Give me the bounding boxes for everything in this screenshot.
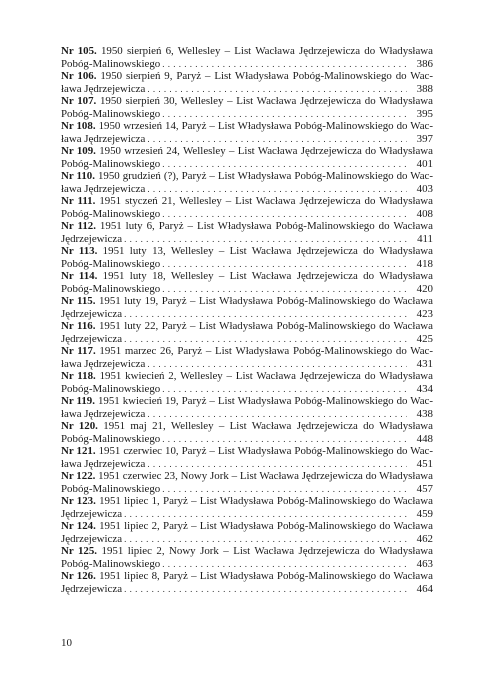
toc-entry: [61, 545, 433, 570]
entry-title: 1951 marzec 26, Paryż – List Władysława Pobóg-Malinowskiego do Wac-: [99, 345, 433, 357]
entry-number: Nr 113.: [61, 245, 98, 257]
entry-second-line: [61, 183, 433, 196]
entry-title-continued: Pobóg-Malinowskiego: [61, 432, 161, 445]
entry-number: Nr 112.: [61, 220, 96, 232]
dot-leader: [124, 583, 407, 596]
entry-page: 386: [416, 57, 433, 70]
entry-title: 1950 sierpień 6, Wellesley – List Wacława Jędrzejewicza do Władysława: [100, 45, 433, 57]
entry-second-line: [61, 83, 433, 96]
entry-first-line: [61, 295, 433, 308]
dot-leader: [147, 408, 407, 421]
entry-number: Nr 107.: [61, 95, 97, 107]
entry-title: 1951 czerwiec 23, Nowy Jork – List Wacława Jędrzejewicza do Władysława: [98, 470, 433, 482]
toc-entry: [61, 345, 433, 370]
entry-first-line: [61, 220, 433, 233]
entry-number: Nr 115.: [61, 295, 96, 307]
entry-first-line: [61, 95, 433, 108]
entry-first-line: [61, 570, 433, 583]
entry-second-line: [61, 583, 433, 596]
dot-leader: [162, 258, 407, 271]
entry-number: Nr 125.: [61, 545, 98, 557]
entry-first-line: [61, 345, 433, 358]
dot-leader: [162, 558, 407, 571]
entry-first-line: [61, 545, 433, 558]
entry-page: 403: [416, 182, 433, 195]
dot-leader: [147, 358, 407, 371]
entry-title-continued: ława Jędrzejewicza: [61, 182, 146, 195]
dot-leader: [124, 508, 407, 521]
entry-number: Nr 126.: [61, 570, 96, 582]
toc-entry: [61, 220, 433, 245]
entry-page: 418: [416, 257, 433, 270]
entry-second-line: [61, 508, 433, 521]
entry-title: 1951 lipiec 1, Paryż – List Władysława Pobóg-Malinowskiego do Wacława: [99, 495, 433, 507]
toc-entry: [61, 270, 433, 295]
entry-first-line: [61, 495, 433, 508]
entry-title-continued: Pobóg-Malinowskiego: [61, 157, 161, 170]
entry-title: 1951 luty 19, Paryż – List Władysława Pobóg-Malinowskiego do Wacława: [98, 295, 433, 307]
entry-number: Nr 106.: [61, 70, 97, 82]
entry-second-line: [61, 333, 433, 346]
table-of-contents: [61, 45, 433, 595]
entry-second-line: [61, 458, 433, 471]
entry-second-line: [61, 158, 433, 171]
entry-title-continued: Pobóg-Malinowskiego: [61, 107, 161, 120]
entry-second-line: [61, 308, 433, 321]
entry-title-continued: Jędrzejewicza: [61, 582, 123, 595]
entry-number: Nr 120.: [61, 420, 98, 432]
entry-first-line: [61, 270, 433, 283]
entry-second-line: [61, 108, 433, 121]
entry-page: 438: [416, 407, 433, 420]
entry-page: 411: [417, 232, 433, 245]
entry-number: Nr 111.: [61, 195, 96, 207]
entry-page: 434: [416, 382, 433, 395]
entry-first-line: [61, 520, 433, 533]
entry-title-continued: ława Jędrzejewicza: [61, 357, 146, 370]
entry-page: 459: [416, 507, 433, 520]
dot-leader: [124, 533, 407, 546]
toc-entry: [61, 395, 433, 420]
entry-title: 1951 styczeń 21, Wellesley – List Wacława Jędrzejewicza do Władysława: [99, 195, 433, 207]
entry-number: Nr 116.: [61, 320, 96, 332]
entry-title: 1951 luty 13, Wellesley – List Wacława Jędrzejewicza do Władysława: [102, 245, 433, 257]
dot-leader: [162, 483, 407, 496]
dot-leader: [147, 458, 407, 471]
entry-page: 420: [416, 282, 433, 295]
toc-entry: [61, 95, 433, 120]
dot-leader: [162, 208, 407, 221]
entry-second-line: [61, 233, 433, 246]
entry-title: 1950 grudzień (?), Paryż – List Władysława Pobóg-Malinowskiego do Wac-: [97, 170, 433, 182]
entry-title: 1951 kwiecień 2, Wellesley – List Wacława Jędrzejewicza do Władysława: [99, 370, 433, 382]
entry-title: 1950 wrzesień 24, Wellesley – List Wacława Jędrzejewicza do Władysława: [99, 145, 433, 157]
entry-title-continued: Pobóg-Malinowskiego: [61, 557, 161, 570]
toc-entry: [61, 170, 433, 195]
toc-entry: [61, 520, 433, 545]
dot-leader: [147, 183, 407, 196]
entry-second-line: [61, 208, 433, 221]
toc-entry: [61, 145, 433, 170]
dot-leader: [162, 108, 407, 121]
entry-number: Nr 110.: [61, 170, 95, 182]
entry-page: 462: [416, 532, 433, 545]
entry-number: Nr 117.: [61, 345, 96, 357]
entry-title: 1951 luty 18, Wellesley – List Wacława Jędrzejewicza do Władysława: [102, 270, 433, 282]
entry-title-continued: Jędrzejewicza: [61, 307, 123, 320]
entry-page: 431: [416, 357, 433, 370]
dot-leader: [147, 133, 407, 146]
entry-number: Nr 109.: [61, 145, 96, 157]
entry-first-line: [61, 245, 433, 258]
entry-first-line: [61, 470, 433, 483]
page-number: 10: [61, 637, 72, 649]
toc-entry: [61, 445, 433, 470]
entry-first-line: [61, 70, 433, 83]
entry-second-line: [61, 408, 433, 421]
entry-number: Nr 123.: [61, 495, 96, 507]
entry-number: Nr 119.: [61, 395, 95, 407]
dot-leader: [124, 233, 407, 246]
entry-title-continued: ława Jędrzejewicza: [61, 457, 146, 470]
entry-title-continued: Pobóg-Malinowskiego: [61, 282, 161, 295]
entry-title: 1951 luty 22, Paryż – List Władysława Pobóg-Malinowskiego do Wacława: [98, 320, 433, 332]
toc-entry: [61, 70, 433, 95]
entry-first-line: [61, 445, 433, 458]
entry-page: 457: [416, 482, 433, 495]
toc-entry: [61, 45, 433, 70]
entry-title-continued: Pobóg-Malinowskiego: [61, 57, 161, 70]
entry-page: 397: [416, 132, 433, 145]
entry-first-line: [61, 145, 433, 158]
toc-entry: [61, 370, 433, 395]
dot-leader: [124, 333, 407, 346]
entry-number: Nr 114.: [61, 270, 98, 282]
entry-second-line: [61, 533, 433, 546]
entry-first-line: [61, 370, 433, 383]
entry-first-line: [61, 420, 433, 433]
entry-second-line: [61, 383, 433, 396]
toc-entry: [61, 470, 433, 495]
toc-entry: [61, 495, 433, 520]
dot-leader: [162, 158, 407, 171]
entry-title: 1950 sierpień 9, Paryż – List Władysława Pobóg-Malinowskiego do Wac-: [100, 70, 433, 82]
toc-entry: [61, 570, 433, 595]
entry-title-continued: Pobóg-Malinowskiego: [61, 257, 161, 270]
entry-title: 1951 czerwiec 10, Paryż – List Władysława Pobóg-Malinowskiego do Wac-: [98, 445, 433, 457]
dot-leader: [162, 58, 407, 71]
toc-entry: [61, 295, 433, 320]
entry-title: 1951 kwiecień 19, Paryż – List Władysława Pobóg-Malinowskiego do Wac-: [97, 395, 433, 407]
toc-entry: [61, 245, 433, 270]
entry-page: 388: [416, 82, 433, 95]
dot-leader: [162, 433, 407, 446]
entry-number: Nr 122.: [61, 470, 96, 482]
entry-title: 1950 sierpień 30, Wellesley – List Wacława Jędrzejewicza do Władysława: [99, 95, 433, 107]
entry-second-line: [61, 483, 433, 496]
entry-first-line: [61, 45, 433, 58]
entry-second-line: [61, 433, 433, 446]
entry-title-continued: Jędrzejewicza: [61, 507, 123, 520]
entry-first-line: [61, 120, 433, 133]
entry-number: Nr 121.: [61, 445, 96, 457]
entry-second-line: [61, 58, 433, 71]
entry-page: 451: [416, 457, 433, 470]
dot-leader: [162, 383, 407, 396]
entry-title-continued: Jędrzejewicza: [61, 332, 123, 345]
entry-page: 425: [416, 332, 433, 345]
entry-page: 464: [416, 582, 433, 595]
entry-title: 1951 maj 21, Wellesley – List Wacława Jędrzejewicza do Władysława: [103, 420, 433, 432]
entry-page: 401: [416, 157, 433, 170]
entry-second-line: [61, 558, 433, 571]
entry-title-continued: ława Jędrzejewicza: [61, 407, 146, 420]
entry-title-continued: ława Jędrzejewicza: [61, 82, 146, 95]
entry-page: 408: [416, 207, 433, 220]
entry-first-line: [61, 195, 433, 208]
entry-title-continued: Pobóg-Malinowskiego: [61, 482, 161, 495]
entry-title-continued: Jędrzejewicza: [61, 232, 123, 245]
entry-second-line: [61, 358, 433, 371]
entry-number: Nr 124.: [61, 520, 96, 532]
entry-page: 448: [416, 432, 433, 445]
entry-number: Nr 108.: [61, 120, 96, 132]
entry-first-line: [61, 395, 433, 408]
entry-title: 1951 lipiec 2, Nowy Jork – List Wacława Jędrzejewicza do Władysława: [101, 545, 433, 557]
entry-second-line: [61, 283, 433, 296]
dot-leader: [147, 83, 407, 96]
entry-title-continued: ława Jędrzejewicza: [61, 132, 146, 145]
entry-number: Nr 105.: [61, 45, 97, 57]
entry-title-continued: Pobóg-Malinowskiego: [61, 382, 161, 395]
entry-second-line: [61, 133, 433, 146]
entry-title-continued: Jędrzejewicza: [61, 532, 123, 545]
toc-entry: [61, 320, 433, 345]
entry-first-line: [61, 320, 433, 333]
entry-page: 463: [416, 557, 433, 570]
entry-title: 1951 lipiec 2, Paryż – List Władysława Pobóg-Malinowskiego do Wacława: [99, 520, 433, 532]
toc-entry: [61, 420, 433, 445]
entry-second-line: [61, 258, 433, 271]
dot-leader: [162, 283, 407, 296]
entry-title: 1951 luty 6, Paryż – List Władysława Pobóg-Malinowskiego do Wacława: [99, 220, 433, 232]
entry-title: 1951 lipiec 8, Paryż – List Władysława Pobóg-Malinowskiego do Wacława: [99, 570, 433, 582]
entry-page: 423: [416, 307, 433, 320]
dot-leader: [124, 308, 407, 321]
entry-title-continued: Pobóg-Malinowskiego: [61, 207, 161, 220]
entry-title: 1950 wrzesień 14, Paryż – List Władysława Pobóg-Malinowskiego do Wac-: [98, 120, 433, 132]
toc-entry: [61, 195, 433, 220]
entry-first-line: [61, 170, 433, 183]
toc-entry: [61, 120, 433, 145]
entry-page: 395: [416, 107, 433, 120]
entry-number: Nr 118.: [61, 370, 96, 382]
